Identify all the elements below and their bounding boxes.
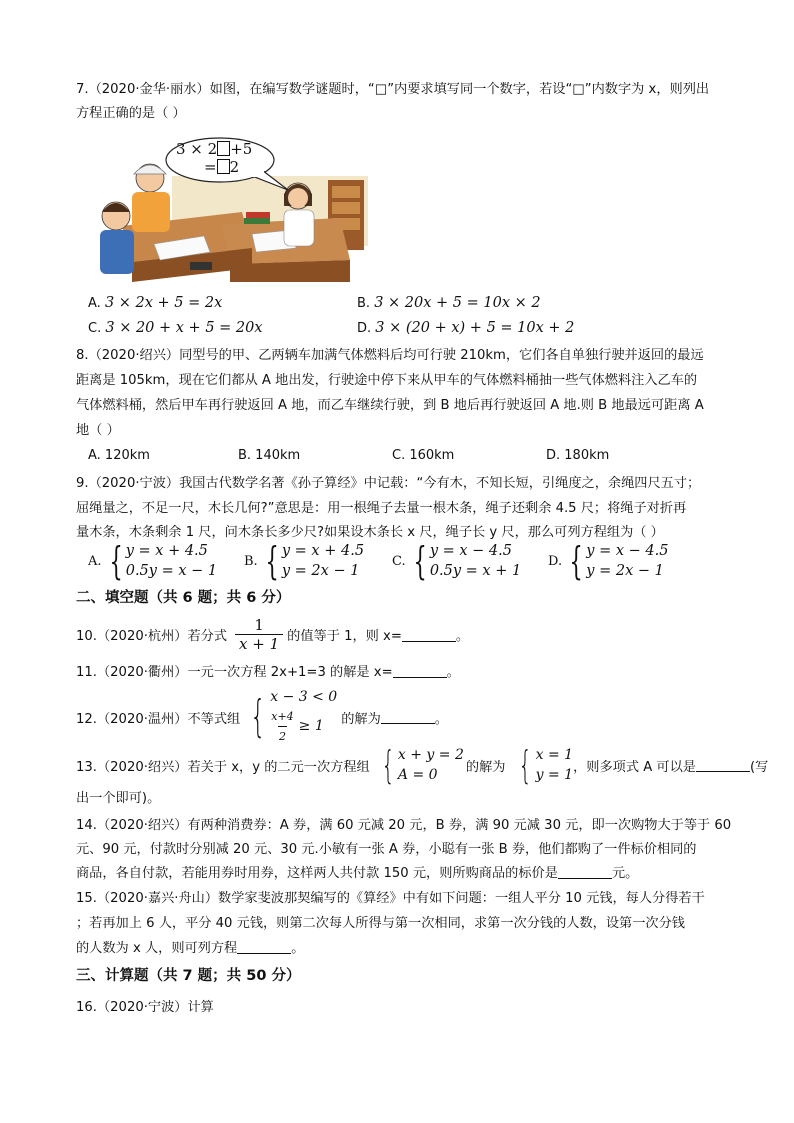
q15-text-line2: ；若再加上 6 人，平分 40 元钱，则第二次每人所得与第一次相同，求第一次分钱的人数，设第一次分钱 [76, 916, 685, 931]
fraction-numerator: 1 [254, 616, 264, 634]
q13-text-pre: 13.（2020·绍兴）若关于 x，y 的二元一次方程组 [76, 759, 370, 775]
answer-box [217, 141, 230, 156]
bubble-line2 [204, 158, 239, 176]
q8-option-d[interactable]: D. 180km [546, 448, 610, 463]
option-label: C. [88, 321, 102, 336]
q11-text-pre: 11.（2020·衢州）一元一次方程 2x+1=3 的解是 x= [76, 665, 393, 680]
brace-icon: { [108, 539, 123, 583]
q7-option-a[interactable] [88, 295, 222, 311]
equation-row: y = x − 4.5 [429, 543, 512, 559]
brace-icon: { [250, 691, 266, 742]
q10-text-pre: 10.（2020·杭州）若分式 [76, 629, 228, 644]
q9-text-line2: 屈绳量之，不足一尺，木长几何?”意思是：用一根绳子去量一根木条，绳子还剩余 4.5 尺；将绳子对折再 [76, 501, 687, 516]
bubble-line2-post: 2 [229, 158, 240, 176]
brace-icon: { [381, 743, 395, 787]
q13-text-mid: 的解为 [465, 759, 506, 775]
equation-row: 0.5y = x − 1 [125, 563, 218, 579]
q14-text-line3-end: 元。 [611, 866, 639, 881]
q9-text-line3: 量木条，木条剩余 1 尺，问木条长多少尺?如果设木条长 x 尺，绳子长 y 尺，那么可列方程组为（ ） [76, 525, 664, 540]
fraction-denominator: x + 1 [235, 634, 283, 653]
equation-row: y = 2x − 1 [586, 563, 664, 579]
equation-system [282, 541, 364, 581]
q15-text-line3-end: 。 [291, 941, 305, 956]
option-label: D. [357, 321, 372, 336]
q12 [76, 688, 448, 746]
inequality-fraction [270, 707, 294, 746]
equation-row: x + y = 2 [397, 747, 464, 763]
q12-answer-blank[interactable] [381, 710, 435, 724]
q14-text-line1: 14.（2020·绍兴）有两种消费券：A 券，满 60 元减 20 元，B 券，满 90 元减 30 元，即一次购物大于等于 60 [76, 818, 732, 833]
brace-icon: { [569, 539, 583, 583]
q8-option-a[interactable]: A. 120km [88, 448, 150, 463]
q9-text-line1: 9.（2020·宁波）我国古代数学名著《孙子算经》中记载：“今有木，不知长短，引绳度之，余绳四尺五寸； [76, 476, 701, 491]
q9-option-b[interactable] [244, 541, 364, 581]
bubble-line1 [176, 140, 252, 158]
q7-illustration [92, 136, 368, 282]
q10-text-end: 。 [455, 629, 470, 644]
q7-text-line2: 方程正确的是（ ） [76, 106, 186, 121]
option-label: B. [244, 553, 258, 569]
equation-row: y = x + 4.5 [281, 543, 365, 559]
q11-answer-blank[interactable] [393, 664, 447, 678]
q13-text-line2: 出一个即可)。 [76, 791, 161, 806]
fraction-denominator: 2 [278, 726, 287, 746]
q13-equation-system [398, 745, 464, 785]
q15-text-line3-pre: 的人数为 x 人，则可列方程 [76, 941, 238, 956]
q10 [76, 616, 469, 653]
equation-row: y = 1 [535, 767, 574, 783]
q8-text-line1: 8.（2020·绍兴）同型号的甲、乙两辆车加满气体燃料后均可行驶 210km，它们各自单独行驶并返回的最远 [76, 348, 704, 363]
option-formula: 3 × 20x + 5 = 10x × 2 [374, 295, 541, 311]
section-heading-fill-in: 二、填空题（共 6 题；共 6 分） [76, 590, 291, 606]
q12-text-end: 。 [434, 711, 448, 727]
q14-text-line2: 元、90 元，付款时分别减 20 元、30 元.小敏有一张 A 券，小聪有一张 B 券，他们都购了一件标价相同的 [76, 842, 697, 857]
equation-row: x = 1 [535, 747, 574, 763]
q12-inequality-system [270, 688, 337, 746]
option-label: C. [392, 553, 406, 569]
q8-option-c[interactable]: C. 160km [392, 448, 455, 463]
inequality-row: x − 3 < 0 [270, 689, 338, 705]
q11-text-end: 。 [446, 665, 460, 680]
q9-option-a[interactable] [88, 541, 217, 581]
q16-text: 16.（2020·宁波）计算 [76, 1000, 214, 1015]
option-label: D. [548, 553, 563, 569]
brace-icon: { [518, 743, 533, 787]
equation-row: A = 0 [397, 767, 438, 783]
q8-text-line3: 气体燃料桶，然后甲车再行驶返回 A 地，而乙车继续行驶，到 B 地后再行驶返回 A 地.则 B 地最远可距离 A [76, 398, 704, 413]
option-label: B. [357, 296, 371, 311]
q13-text-end: (写 [750, 759, 769, 775]
option-label: A. [88, 296, 101, 311]
equation-system [586, 541, 668, 581]
q13-solution-system [536, 745, 573, 785]
q13 [76, 745, 768, 785]
equation-row: 0.5y = x + 1 [429, 563, 522, 579]
q15-answer-blank[interactable] [237, 940, 291, 954]
answer-box [217, 159, 230, 174]
q12-text-pre: 12.（2020·温州）不等式组 [76, 711, 241, 727]
q8-text-line4: 地（ ） [76, 423, 120, 438]
q7-option-c[interactable] [88, 320, 263, 336]
inequality-rest: ≥ 1 [298, 718, 324, 734]
q14-answer-blank[interactable] [558, 865, 612, 879]
q13-answer-blank[interactable] [696, 758, 750, 772]
q15-text-line1: 15.（2020·嘉兴·舟山）数学家斐波那契编写的《算经》中有如下问题：一组人平分 10 元钱，每人分得若干 [76, 891, 705, 906]
q14-text-line3 [76, 864, 638, 884]
q9-option-d[interactable] [548, 541, 668, 581]
q8-option-b[interactable]: B. 140km [238, 448, 301, 463]
option-formula: 3 × 2x + 5 = 2x [104, 295, 223, 311]
option-formula: 3 × (20 + x) + 5 = 10x + 2 [375, 320, 575, 336]
bubble-line1-post: +5 [230, 140, 253, 158]
bubble-line2-pre: = [204, 158, 217, 176]
q10-answer-blank[interactable] [402, 628, 456, 642]
section-heading-calculation: 三、计算题（共 7 题；共 50 分） [76, 968, 301, 984]
equation-row: y = 2x − 1 [281, 563, 360, 579]
equation-system [430, 541, 521, 581]
q15-text-line3 [76, 939, 304, 959]
q12-text-post: 的解为 [341, 711, 381, 727]
q13-text-post: ，则多项式 A 可以是 [573, 759, 696, 775]
q7-option-b[interactable] [357, 295, 541, 311]
equation-row: y = x − 4.5 [586, 543, 669, 559]
equation-row: y = x + 4.5 [125, 543, 208, 559]
q10-fraction [235, 616, 283, 653]
q11 [76, 661, 460, 680]
q9-option-c[interactable] [392, 541, 521, 581]
q8-text-line2: 距离是 105km，现在它们都从 A 地出发，行驶途中停下来从甲车的气体燃料桶抽一些气体燃料注入乙车的 [76, 373, 698, 388]
option-label: A. [88, 553, 102, 569]
bubble-line1-pre: 3 × 2 [176, 140, 218, 158]
q10-text-post: 的值等于 1，则 x= [287, 629, 402, 644]
q7-option-d[interactable] [357, 320, 574, 336]
option-formula: 3 × 20 + x + 5 = 20x [105, 320, 263, 336]
brace-icon: { [265, 539, 279, 583]
brace-icon: { [413, 539, 427, 583]
equation-system [126, 541, 217, 581]
inequality-row [270, 707, 337, 746]
q7-text-line1: 7.（2020·金华·丽水）如图，在编写数学谜题时，“□”内要求填写同一个数字，若设“□”内数字为 x，则列出 [76, 82, 710, 97]
fraction-numerator: x+4 [271, 710, 294, 723]
q14-text-line3-pre: 商品，各自付款，若能用券时用券，这样两人共付款 150 元，则所购商品的标价是 [76, 866, 558, 881]
